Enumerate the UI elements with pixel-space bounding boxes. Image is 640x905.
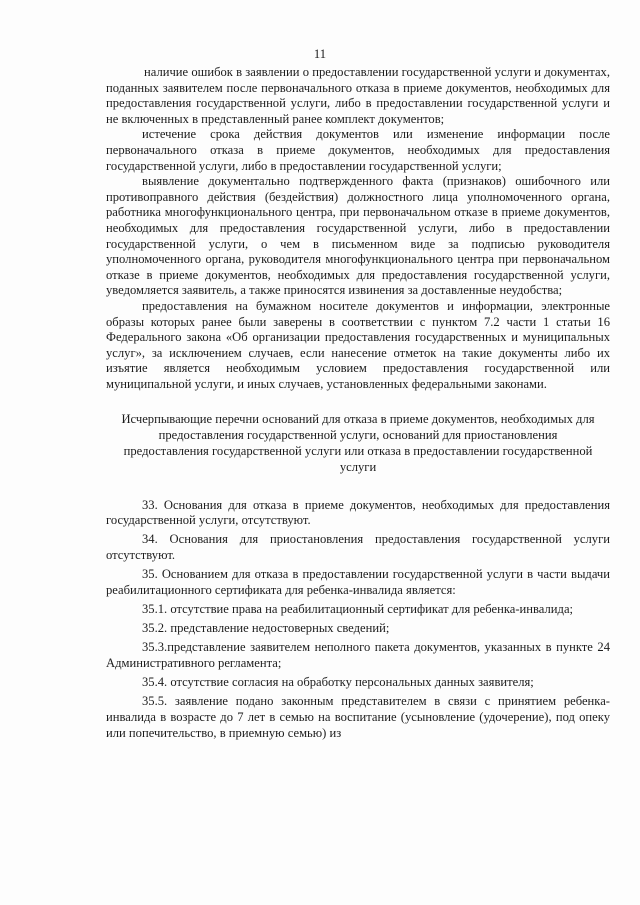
paragraph-35-5: 35.5. заявление подано законным представителем в связи с принятием ребенка-инвалида в возрасте до 7 лет в семью на воспитание (усыновление (удочерение), под опеку или попечительство, в приемную семью) из (106, 694, 610, 740)
paragraph-35-2: 35.2. представление недостоверных сведений; (142, 621, 390, 636)
paragraph-official-error: выявление документально подтвержденного факта (признаков) ошибочного или противоправного действия (бездействия) должностного лица уполномоченного органа, работника многофункционального центра, при первоначальном отказе в приеме документов, необходимых для предоставления государственной услуги, либо в предоставлении государственной услуги, о чем в письменном виде за подписью руководителя уполномоченного органа, руководителя многофункционального центра при первоначальном отказе в приеме документов, необходимых для предоставления государственной услуги, уведомляется заявитель, а также приносятся извинения за доставленные неудобства; (106, 174, 610, 298)
paragraph-paper-documents: предоставления на бумажном носителе документов и информации, электронные образы которых ранее были заверены в соответствии с пунктом 7.2 части 1 статьи 16 Федерального закона «Об организации предоставления государственных и муниципальных услуг», за исключением случаев, если нанесение отметок на такие документы либо их изъятие является необходимым условием предоставления государственной или муниципальной услуги, и иных случаев, установленных федеральными законами. (106, 298, 610, 391)
section-heading: Исчерпывающие перечни оснований для отказа в приеме документов, необходимых для предоставления государственной услуги, оснований для приостановления предоставления государственной услуги или отказа в предоставлении государственной услуги (121, 412, 595, 474)
document-body (106, 65, 610, 745)
paragraph-35: 35. Основанием для отказа в предоставлении государственной услуги в части выдачи реабилитационного сертификата для ребенка-инвалида является: (106, 567, 610, 597)
paragraph-35-1: 35.1. отсутствие права на реабилитационный сертификат для ребенка-инвалида; (142, 602, 574, 616)
paragraph-document-expiry: истечение срока действия документов или изменение информации после первоначального отказа в приеме документов, необходимых для предоставления государственной услуги, либо в предоставлении государственной услуги; (106, 127, 610, 173)
paragraph-34: 34. Основания для приостановления предоставления государственной услуги отсутствуют. (106, 532, 610, 563)
paragraph-33: 33. Основания для отказа в приеме документов, необходимых для предоставления государственной услуги, отсутствуют. (106, 497, 610, 528)
paragraph-35-4: 35.4. отсутствие согласия на обработку персональных данных заявителя; (142, 675, 534, 690)
paragraph-errors-in-application: наличие ошибок в заявлении о предоставлении государственной услуги и документах, поданных заявителем после первоначального отказа в приеме документов, необходимых для предоставления государственной услуги, либо в предоставлении государственной услуги и не включенных в представленный ранее комплект документов; (106, 65, 610, 126)
page-number: 11 (313, 47, 327, 61)
paragraph-35-3: 35.3.представление заявителем неполного пакета документов, указанных в пункте 24 Административного регламента; (106, 640, 610, 670)
